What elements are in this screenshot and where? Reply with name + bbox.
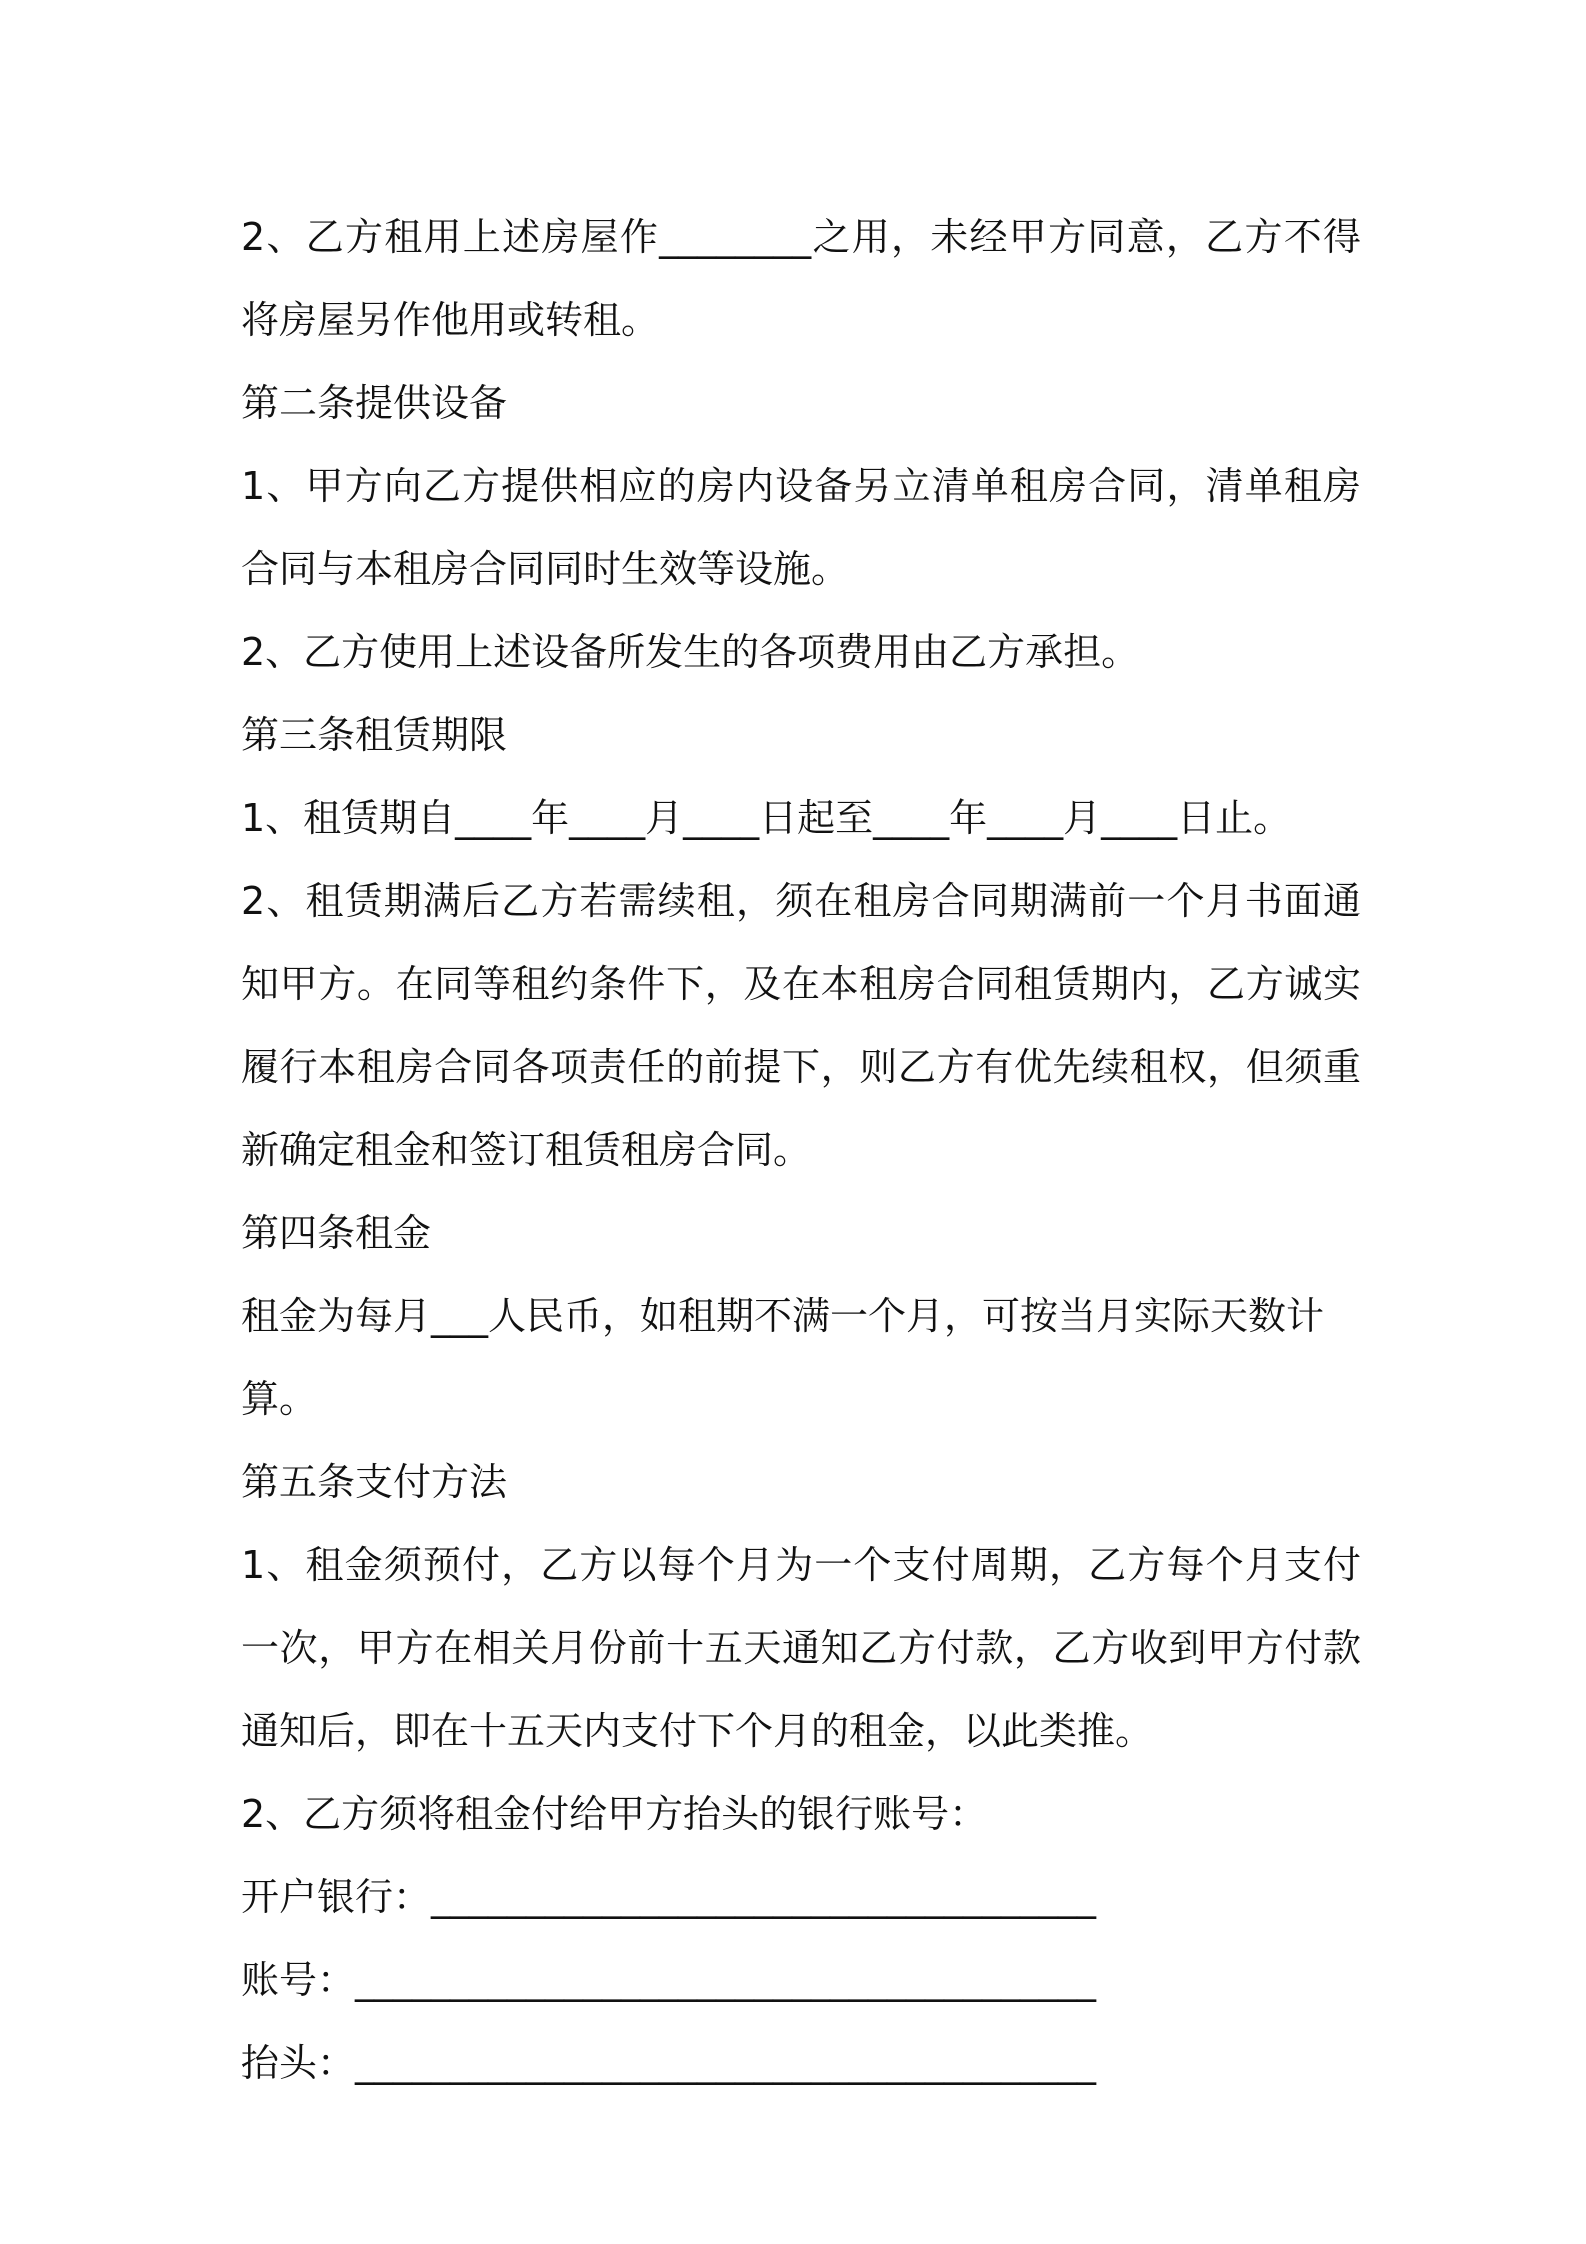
clause-bank-account-intro: 2、乙方须将租金付给甲方抬头的银行账号：	[241, 1792, 988, 1836]
clause-equipment-list: 1、甲方向乙方提供相应的房内设备另立清单租房合同，清单租房合同与本租房合同同时生效等设施。	[241, 464, 1361, 591]
heading-article-5-payment: 第五条支付方法	[241, 1460, 508, 1504]
contract-text-body	[241, 196, 1361, 2105]
clause-prepayment: 1、租金须预付，乙方以每个月为一个支付周期，乙方每个月支付一次，甲方在相关月份前十五天通知乙方付款，乙方收到甲方付款通知后，即在十五天内支付下个月的租金，以此类推。	[241, 1543, 1361, 1753]
heading-article-3-lease-term: 第三条租赁期限	[241, 713, 508, 757]
heading-article-4-rent: 第四条租金	[241, 1211, 432, 1255]
clause-usage-restriction: 2、乙方租用上述房屋作________之用，未经甲方同意，乙方不得将房屋另作他用或转租。	[241, 215, 1361, 342]
field-bank-name: 开户银行：___________________________________	[241, 1875, 1097, 1919]
field-account-number: 账号：_______________________________________	[241, 1958, 1097, 2002]
heading-article-2-equipment: 第二条提供设备	[241, 381, 508, 425]
clause-lease-period: 1、租赁期自____年____月____日起至____年____月____日止。	[241, 796, 1292, 840]
clause-equipment-costs: 2、乙方使用上述设备所发生的各项费用由乙方承担。	[241, 630, 1140, 674]
clause-monthly-rent: 租金为每月___人民币，如租期不满一个月，可按当月实际天数计算。	[241, 1294, 1325, 1421]
field-account-holder: 抬头：_______________________________________	[241, 2041, 1097, 2085]
clause-lease-renewal: 2、租赁期满后乙方若需续租，须在租房合同期满前一个月书面通知甲方。在同等租约条件下，及在本租房合同租赁期内，乙方诚实履行本租房合同各项责任的前提下，则乙方有优先续租权，但须重新确定租金和签订租赁租房合同。	[241, 879, 1361, 1172]
